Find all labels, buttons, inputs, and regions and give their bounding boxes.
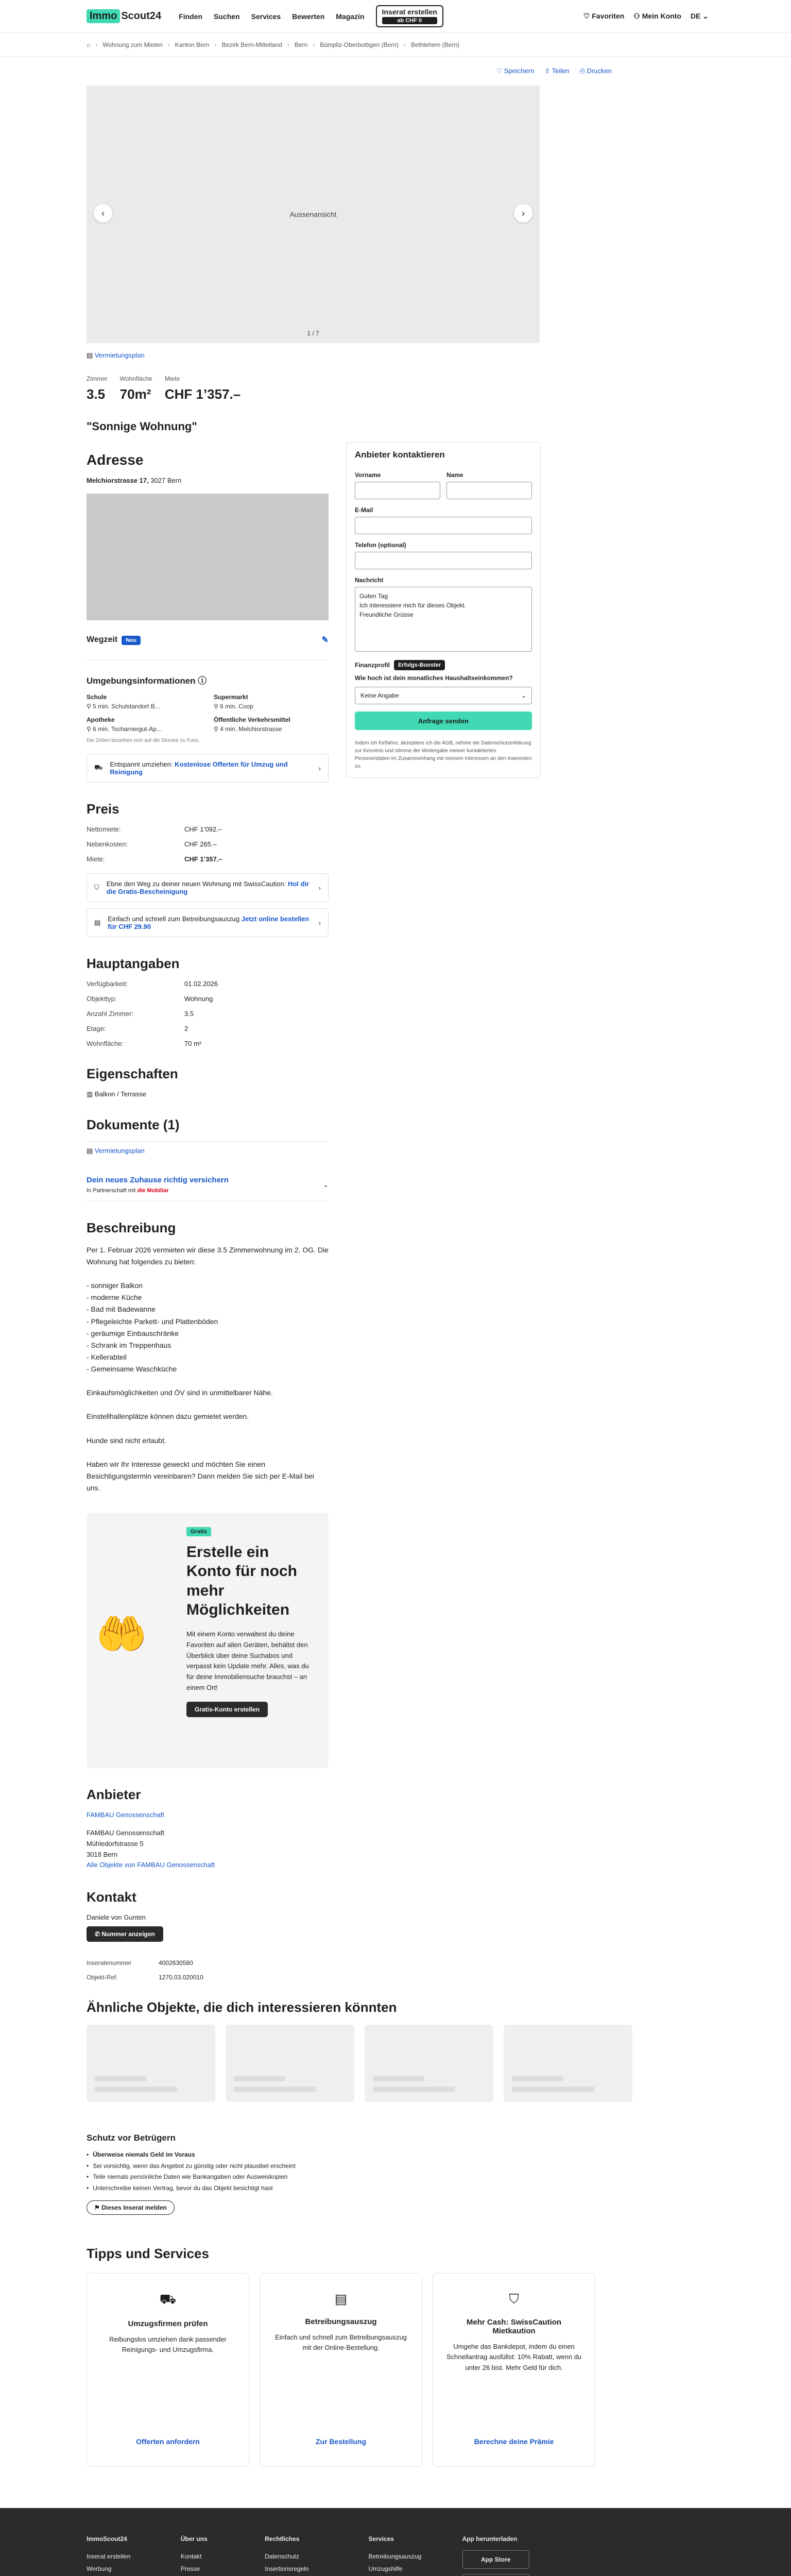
similar-card-skeleton[interactable] (87, 2025, 215, 2102)
provider-line: Mühledorfstrasse 5 (87, 1839, 144, 1848)
fact-value: Wohnung (184, 995, 213, 1003)
finance-profile (355, 660, 532, 670)
fact-value: 01.02.2026 (184, 980, 218, 988)
edit-icon[interactable]: ✎ (321, 636, 329, 645)
breadcrumb-separator: › (403, 41, 406, 48)
shield-icon: ⛉ (509, 2291, 519, 2307)
environment-item-text: 6 min. Tscharnergut-Ap... (93, 725, 162, 733)
similar-heading: Ähnliche Objekte, die dich interessieren könnten (87, 1999, 397, 2015)
key-fact-value: 70m² (119, 386, 151, 402)
document-icon: ▤ (334, 2291, 348, 2307)
provider-logo[interactable]: FAMBAU Genossenschaft (87, 1810, 165, 1819)
top-navigation (0, 0, 791, 33)
tip-text: Einfach und schnell zum Betreibungsauszug mit der Online-Bestellung. (275, 2333, 407, 2352)
footer-apps (462, 2533, 529, 2576)
moving-promo[interactable] (87, 754, 329, 783)
fact-key: Anzahl Zimmer: (87, 1010, 134, 1018)
document-icon: ▤ (94, 919, 101, 926)
price-key: Nettomiete: (87, 825, 121, 833)
save-label: Speichern (504, 67, 535, 75)
breadcrumb (0, 33, 791, 57)
save-button[interactable]: ♡ Speichern (496, 67, 535, 75)
environment-item-text: 5 min. Schulstandort B... (93, 703, 160, 710)
insurance-title: Dein neues Zuhause richtig versichern (87, 1176, 229, 1184)
price-value: CHF 1’092.– (184, 825, 222, 833)
account-promo-card (87, 1513, 329, 1768)
footer-column (87, 2533, 151, 2576)
breadcrumb-separator: › (313, 41, 315, 48)
tips-section (87, 2246, 704, 2467)
contact-form-heading: Anbieter kontaktieren (355, 450, 445, 460)
breadcrumb-separator: › (167, 41, 170, 48)
walk-icon: ⚲ (214, 703, 220, 710)
tip-link[interactable]: Zur Bestellung (315, 2437, 366, 2446)
fraud-warning-item: • Überweise niemals Geld im Voraus (87, 2149, 457, 2161)
contact-form (346, 442, 541, 778)
insurance-partner (87, 1188, 229, 1194)
environment-heading (87, 673, 329, 686)
google-play-badge[interactable] (462, 2574, 529, 2576)
features-heading: Eigenschaften (87, 1066, 178, 1081)
environment-item (87, 693, 201, 710)
listing-id-key: Inseratenummer (87, 1959, 132, 1967)
main-facts-heading: Hauptangaben (87, 956, 180, 971)
provider-address (87, 1828, 329, 1871)
hands-heart-illustration: 🤲 (96, 1611, 147, 1657)
promo-link[interactable]: Kostenlose Offerten für Umzug und Reinigung (110, 760, 288, 776)
promo-link[interactable]: Hol dir die Gratis-Bescheinigung (106, 880, 309, 895)
firstname-label: Vorname (355, 471, 381, 479)
create-listing-label: Inserat erstellen (382, 7, 437, 16)
breadcrumb-separator: › (95, 41, 98, 48)
language-label: DE (690, 12, 701, 20)
lastname-input[interactable] (446, 482, 532, 499)
fact-key: Wohnfläche: (87, 1040, 124, 1047)
chevron-right-icon: › (318, 884, 321, 892)
map[interactable] (87, 494, 329, 620)
breadcrumb-item[interactable]: Wohnung zum Mieten (102, 41, 163, 48)
divider (87, 659, 329, 660)
price-value: CHF 265.– (184, 840, 217, 848)
environment-item-text: 4 min. Melchiorstrasse (220, 725, 282, 733)
provider-heading: Anbieter (87, 1786, 141, 1802)
breadcrumb-item[interactable]: Bern (294, 41, 308, 48)
new-badge: Neu (122, 636, 141, 645)
gallery-counter: 1 / 7 (307, 330, 319, 337)
fact-key: Verfügbarkeit: (87, 980, 128, 988)
gallery-next-button[interactable]: › (514, 204, 532, 223)
fact-key: Etage: (87, 1025, 106, 1032)
main-facts-section (87, 956, 329, 1047)
fraud-warning-item: • Teile niemals persönliche Daten wie Bankangaben oder Ausweiskopien (87, 2172, 457, 2183)
description-heading: Beschreibung (87, 1220, 176, 1235)
booster-badge: Erfolgs-Booster (394, 660, 445, 670)
environment-item-title: Öffentliche Verkehrsmittel (214, 716, 290, 723)
chevron-down-icon: ⌄ (702, 12, 709, 20)
tip-link[interactable]: Offerten anfordern (136, 2437, 200, 2446)
app-store-badge[interactable]: App Store (462, 2550, 529, 2569)
documents-section (87, 1117, 329, 1155)
promo-text-plain: Einfach und schnell zum Betreibungsauszug (108, 915, 242, 923)
insurance-text (87, 1176, 229, 1194)
description-section (87, 1220, 329, 1494)
price-key: Miete: (87, 855, 105, 863)
account-link[interactable] (633, 12, 681, 21)
gallery-prev-button[interactable]: ‹ (94, 204, 112, 223)
wegzeit-row[interactable] (87, 635, 329, 645)
environment-section (87, 673, 329, 743)
provider-line: FAMBAU Genossenschaft (87, 1828, 165, 1837)
feature-item (87, 1090, 329, 1098)
address-text (87, 477, 329, 484)
account-promo-title: Erstelle ein Konto für noch mehr Möglichkeiten (186, 1543, 297, 1619)
similar-card-skeleton[interactable] (226, 2025, 354, 2102)
footer-link[interactable]: Datenschutz (265, 2552, 299, 2560)
fraud-warning-list (87, 2149, 457, 2194)
footer-heading: Über uns (180, 2535, 208, 2543)
fraud-warning-item: • Sei vorsichtig, wenn das Angebot zu günstig oder nicht plausibel erscheint (87, 2161, 457, 2172)
key-fact-value: CHF 1’357.– (164, 386, 241, 402)
environment-item (214, 693, 329, 710)
message-textarea[interactable]: Guten Tag Ich interessiere mich für dieses Objekt. Freundliche Grüsse (355, 587, 532, 652)
main-nav (179, 12, 364, 21)
environment-item-title: Supermarkt (214, 693, 248, 701)
site-logo[interactable] (87, 9, 161, 23)
key-facts (87, 375, 329, 402)
shield-icon: ⛉ (94, 884, 99, 891)
price-section (87, 801, 329, 863)
report-listing-label: Dieses Inserat melden (101, 2204, 167, 2211)
fraud-warning-item: • Unterschreibe keinen Vertrag, bevor du das Objekt besichtigt hast (87, 2183, 457, 2194)
tip-link[interactable]: Berechne deine Prämie (474, 2437, 554, 2446)
income-question: Wie hoch ist dein monatliches Haushaltseinkommen? (355, 674, 513, 682)
account-label: Mein Konto (642, 12, 681, 20)
send-inquiry-button[interactable]: Anfrage senden (355, 711, 532, 730)
description-text: Per 1. Februar 2026 vermieten wir diese 3.5 Zimmerwohnung im 2. OG. Die Wohnung hat folgendes zu bieten: - sonniger Balkon - moderne Küche - Bad mit Badewanne - Pflegeleichte Parkett- und Plattenböden - geräumige Einbauschränke - Schrank im Treppenhaus - Kellerabteil - Gemeinsame Waschküche Einkaufsmöglichkeiten und ÖV sind in unmittelbarer Nähe. Einstellhallenplätze können dazu gemietet werden. Hunde sind nicht erlaubt. Haben wir Ihr Interesse geweckt und möchten Sie einen Besichtigungstermin vereinbaren? Dann melden Sie sich per E-Mail bei uns. (87, 1246, 329, 1492)
price-key: Nebenkosten: (87, 840, 128, 848)
show-number-button[interactable] (87, 1926, 163, 1942)
contact-name: Daniele von Gunten (87, 1913, 146, 1922)
tip-text: Reibungslos umziehen dank passender Reinigungs- und Umzugsfirma. (109, 2335, 227, 2354)
tip-card[interactable] (260, 2273, 422, 2467)
footer-heading: Rechtliches (265, 2535, 300, 2543)
key-fact-label: Wohnfläche (119, 375, 152, 382)
address-heading: Adresse (87, 452, 144, 468)
firstname-input[interactable] (355, 482, 440, 499)
footer-link[interactable]: Inserat erstellen (87, 2552, 131, 2560)
form-legal-text: Indem ich fortfahre, akzeptiere ich die AGB, nehme die Datenschutzerklärung zur Kenntnis und stimme der Weitergabe meiner kontaktierten Personendaten im Zusammenhang mit meinem Interessen an den Inserenten zu. (355, 740, 532, 769)
environment-item-title: Apotheke (87, 716, 115, 723)
tips-list (87, 2273, 704, 2467)
gallery-image[interactable]: Aussenansicht (289, 210, 337, 218)
breadcrumb-item[interactable]: Kanton Bern (175, 41, 210, 48)
footer-link[interactable]: Kontakt (180, 2552, 202, 2560)
price-value: CHF 1’357.– (184, 855, 222, 863)
provider-all-listings-link[interactable]: Alle Objekte von FAMBAU Genossenschaft (87, 1861, 215, 1869)
flag-icon: ⚑ (94, 2204, 102, 2211)
tip-title: Umzugsfirmen prüfen (128, 2319, 208, 2328)
price-heading: Preis (87, 801, 119, 817)
breadcrumb-item[interactable]: Bezirk Bern-Mittelland (221, 41, 282, 48)
fact-key: Objekttyp: (87, 995, 117, 1003)
footer-heading: App herunterladen (462, 2535, 518, 2543)
language-switch[interactable] (691, 12, 709, 21)
listing-title: "Sonnige Wohnung" (87, 420, 197, 433)
account-promo-text: Mit einem Konto verwaltest du deine Favoriten auf allen Geräten, behältst den Überblick über deine Suchabos und verpasst kein Update mehr. Alles, was du für deine Immobiliensuche brauchst – an einem Ort! (186, 1630, 309, 1691)
similar-card-skeleton[interactable] (365, 2025, 493, 2102)
betreibung-promo[interactable] (87, 908, 329, 937)
truck-icon: ⛟ (94, 764, 103, 771)
walk-icon: ⚲ (214, 725, 220, 733)
key-fact-rooms (87, 375, 108, 402)
environment-item-text: 6 min. Coop (220, 703, 253, 710)
documents-heading: Dokumente (1) (87, 1117, 180, 1132)
breadcrumb-separator: › (214, 41, 217, 48)
nav-finden[interactable]: Finden (179, 12, 203, 21)
tip-card[interactable] (433, 2273, 595, 2467)
similar-card-skeleton[interactable] (504, 2025, 632, 2102)
print-label: Drucken (587, 67, 612, 75)
user-icon: ⚇ (633, 12, 642, 20)
key-fact-value: 3.5 (87, 386, 106, 402)
environment-item (87, 716, 201, 733)
breadcrumb-separator: › (287, 41, 289, 48)
fact-value: 2 (184, 1025, 188, 1032)
listing-actions (87, 57, 704, 86)
environment-item-detail (87, 703, 201, 710)
environment-list (87, 693, 329, 733)
environment-item-detail (214, 703, 329, 710)
provider-line: 3018 Bern (87, 1850, 117, 1858)
listing-id-key: Objekt-Ref. (87, 1974, 118, 1981)
info-icon[interactable]: ⓘ (198, 676, 207, 686)
price-table (87, 825, 329, 863)
fraud-warning-heading: Schutz vor Betrügern (87, 2133, 176, 2143)
fact-value: 3.5 (184, 1010, 194, 1018)
income-select-value: Keine Angabe (360, 692, 399, 699)
chevron-right-icon: › (318, 919, 321, 927)
footer-heading: Services (368, 2535, 394, 2543)
environment-item-detail (214, 725, 329, 733)
income-select[interactable] (355, 687, 532, 704)
contact-heading: Kontakt (87, 1889, 136, 1905)
document-icon: ▤ (87, 351, 95, 359)
page-content (0, 57, 791, 2467)
footer-link[interactable]: Presse (180, 2565, 200, 2572)
nav-bewerten[interactable]: Bewerten (292, 12, 325, 21)
swisscaution-promo[interactable] (87, 873, 329, 902)
nav-magazin[interactable]: Magazin (336, 12, 365, 21)
listing-id-value: 4002630580 (159, 1959, 193, 1967)
share-button[interactable]: ⇪ Teilen (544, 67, 570, 75)
truck-icon: ⛟ (159, 2291, 177, 2307)
logo-text: Scout24 (121, 10, 162, 22)
footer-link[interactable]: Werbung (87, 2565, 112, 2572)
footer (0, 2508, 791, 2576)
footer-column (369, 2533, 433, 2576)
features-section (87, 1066, 329, 1098)
similar-list (87, 2025, 704, 2102)
listing-ids (87, 1959, 329, 1981)
promo-text-plain: Ebne den Weg zu deiner neuen Wohnung mit SwissCaution: (106, 880, 288, 888)
phone-label: Telefon (optional) (355, 541, 406, 549)
address-city: 3027 Bern (150, 477, 182, 484)
image-gallery[interactable] (87, 86, 540, 343)
walk-icon: ⚲ (87, 703, 93, 710)
chevron-right-icon: › (318, 764, 321, 772)
address-street: Melchiorstrasse 17, (87, 477, 149, 484)
finance-profile-label: Finanzprofil (355, 662, 390, 669)
document-link[interactable]: Vermietungsplan (94, 1147, 145, 1155)
key-fact-label: Zimmer (87, 375, 108, 382)
email-label: E-Mail (355, 506, 373, 514)
nav-services[interactable]: Services (251, 12, 281, 21)
favorites-label: Favoriten (592, 12, 625, 20)
create-listing-button[interactable] (376, 5, 443, 27)
logo-mark: Immo (87, 9, 120, 23)
environment-item-detail (87, 725, 201, 733)
print-button[interactable]: ⎙ Drucken (579, 67, 612, 75)
footer-columns (87, 2533, 704, 2576)
promo-link[interactable]: Jetzt online bestellen für CHF 29.90 (108, 915, 309, 930)
fraud-warning (87, 2133, 457, 2214)
insurance-accordion[interactable] (87, 1176, 329, 1201)
balcony-icon: ▥ (87, 1090, 95, 1098)
phone-icon: ✆ (95, 1930, 102, 1938)
listing-id-value: 1270.03.020010 (159, 1974, 203, 1981)
footer-link[interactable]: Insertionsregeln (265, 2565, 309, 2572)
email-input[interactable] (355, 517, 532, 534)
environment-item-title: Schule (87, 693, 107, 701)
tip-text: Umgehe das Bankdepot, indem du einen Schnellantrag ausfüllst: 10% Rabatt, wenn du unter 26 bist. Mehr Geld für dich. (446, 2342, 582, 2372)
user-nav (583, 12, 709, 21)
key-fact-area (120, 375, 152, 402)
footer-column (265, 2533, 338, 2576)
footer-heading: ImmoScout24 (87, 2535, 127, 2543)
share-label: Teilen (552, 67, 570, 75)
tip-card[interactable] (87, 2273, 249, 2467)
show-number-label: Nummer anzeigen (101, 1930, 155, 1938)
key-fact-rent (165, 375, 240, 402)
insurance-partner-text: In Partnerschaft mit (87, 1188, 136, 1194)
floorplan-link[interactable] (87, 351, 329, 360)
floorplan-label[interactable]: Vermietungsplan (94, 351, 145, 359)
favorites-link[interactable] (583, 12, 624, 21)
fact-value: 70 m² (184, 1040, 202, 1047)
chevron-down-icon: ⌄ (323, 1180, 329, 1189)
footer-link[interactable]: Betreibungsauszug (368, 2552, 422, 2560)
promo-text (110, 760, 311, 776)
environment-item (214, 716, 329, 733)
walk-icon: ⚲ (87, 725, 93, 733)
heart-icon: ♡ (583, 12, 592, 20)
tip-title: Mehr Cash: SwissCaution Mietkaution (466, 2317, 562, 2335)
similar-section (87, 1999, 704, 2102)
footer-column (181, 2533, 235, 2576)
document-icon: ▤ (87, 1147, 95, 1155)
create-account-button[interactable]: Gratis-Konto erstellen (186, 1702, 268, 1717)
feature-label: Balkon / Terrasse (94, 1090, 147, 1098)
promo-text-plain: Entspannt umziehen: (110, 760, 175, 768)
message-label: Nachricht (355, 577, 384, 584)
phone-input[interactable] (355, 552, 532, 569)
tips-heading: Tipps und Services (87, 2245, 209, 2261)
document-item[interactable] (87, 1141, 329, 1155)
name-row (355, 468, 532, 499)
promo-text (107, 880, 312, 895)
listing-main (87, 351, 329, 1494)
key-fact-label: Miete (164, 375, 180, 382)
environment-heading-text: Umgebungsinformationen (87, 676, 196, 686)
wegzeit-label: Wegzeit (87, 635, 118, 644)
footer-link[interactable]: Umzugshilfe (368, 2565, 403, 2572)
report-listing-button[interactable] (87, 2200, 175, 2215)
address-section (87, 452, 329, 645)
chevron-down-icon: ⌄ (521, 692, 526, 699)
free-badge: Gratis (186, 1527, 211, 1536)
environment-note: Die Zeiten beziehen sich auf die Strecke zu Fuss. (87, 738, 200, 743)
mobiliar-logo: die Mobiliar (137, 1188, 169, 1194)
create-listing-price: ab CHF 0 (382, 17, 437, 24)
promo-text (108, 915, 311, 930)
tip-title: Betreibungsauszug (305, 2317, 377, 2326)
contact-section (87, 1889, 329, 1981)
main-facts-table (87, 980, 329, 1047)
lastname-label: Name (446, 471, 463, 479)
provider-section (87, 1787, 329, 1871)
breadcrumb-item[interactable]: Bümpliz-Oberbottigen (Bern) (320, 41, 399, 48)
nav-suchen[interactable]: Suchen (214, 12, 240, 21)
breadcrumb-item[interactable]: Bethlehem (Bern) (410, 41, 459, 48)
home-icon[interactable]: ⌂ (87, 41, 91, 48)
